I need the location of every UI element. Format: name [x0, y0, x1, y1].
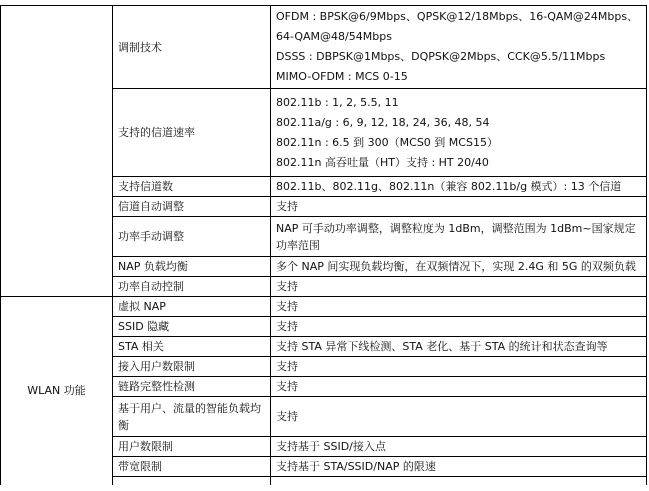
row-value: 支持 — [271, 317, 647, 337]
row-value: 多个 NAP 间实现负载均衡，在双频情况下，实现 2.4G 和 5G 的双频负载 — [271, 257, 647, 277]
row-value: 802.11b : 1, 2, 5.5, 11 802.11a/g : 6, 9, 12, 18, 24, 36, 48, 54 802.11n : 6.5 到 300（MCS0 到 MCS15） 802.11n 高吞吐量（HT）支持 : HT 20/40 — [271, 89, 647, 177]
row-label: 带宽限制 — [113, 457, 271, 477]
table-row — [1, 6, 647, 89]
row-label: 调制技术 — [113, 6, 271, 89]
row-label: 信道自动调整 — [113, 197, 271, 217]
row-label: 支持的信道速率 — [113, 89, 271, 177]
row-value: 支持 — [271, 277, 647, 297]
row-label: 功率手动调整 — [113, 217, 271, 257]
row-value: 802.11b、802.11g、802.11n（兼容 802.11b/g 模式）: 13 个信道 — [271, 177, 647, 197]
row-value: 支持 — [271, 397, 647, 437]
spec-table — [0, 5, 647, 485]
row-label: 支持信道数 — [113, 177, 271, 197]
row-value: 支持 — [271, 377, 647, 397]
row-label: 功率自动控制 — [113, 277, 271, 297]
row-value: 支持 STA 异常下线检测、STA 老化、基于 STA 的统计和状态查询等 — [271, 337, 647, 357]
row-value: 支持 — [271, 357, 647, 377]
row-value: NAP 可手动功率调整，调整粒度为 1dBm，调整范围为 1dBm~国家规定功率范围 — [271, 217, 647, 257]
row-value: 支持基于 SSID/接入点 — [271, 437, 647, 457]
row-label: SSID 隐藏 — [113, 317, 271, 337]
category-cell-wlan: WLAN 功能 — [1, 297, 113, 485]
row-label: 接入用户数限制 — [113, 357, 271, 377]
category-cell-radio — [1, 6, 113, 297]
row-label: NAP 负载均衡 — [113, 257, 271, 277]
row-value: OFDM : BPSK@6/9Mbps、QPSK@12/18Mbps、16-QAM@24Mbps、 64-QAM@48/54Mbps DSSS : DBPSK@1Mbps、DQPSK@2Mbps、CCK@5.5/11Mbps MIMO-OFDM : MCS 0-15 — [271, 6, 647, 89]
table-row — [1, 297, 647, 317]
row-label: 用户数限制 — [113, 437, 271, 457]
row-value: 支持基于 STA/SSID/NAP 的限速 — [271, 457, 647, 477]
row-label: 基于用户、流量的智能负载均衡 — [113, 397, 271, 437]
row-label: STA 相关 — [113, 337, 271, 357]
row-value-empty — [271, 477, 647, 485]
row-value: 支持 — [271, 197, 647, 217]
row-value: 支持 — [271, 297, 647, 317]
row-label: 虚拟 NAP — [113, 297, 271, 317]
row-label: 链路完整性检测 — [113, 377, 271, 397]
row-label-empty — [113, 477, 271, 485]
